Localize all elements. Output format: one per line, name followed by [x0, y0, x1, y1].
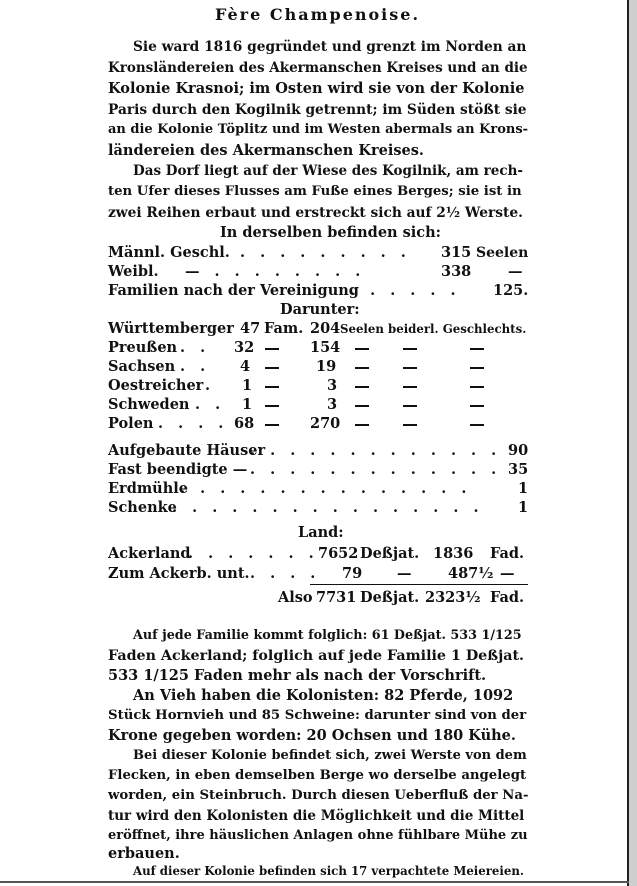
origin-souls: 3 [327, 377, 338, 394]
ditto-dash [265, 367, 279, 369]
land-label: Zum Ackerb. unt. [108, 565, 250, 582]
leader-dots: . . . . . . . . . . . . . . . . [172, 499, 484, 516]
land-unit: — [397, 565, 412, 582]
page-bottom-edge [0, 881, 629, 883]
ditto-dash [355, 424, 369, 426]
land-total-faden-unit: Fad. [490, 589, 525, 606]
origin-souls: 270 [310, 415, 341, 432]
leader-dots: . . . . . . . [188, 545, 319, 562]
origin-souls: 3 [327, 396, 338, 413]
building-value: 1 [518, 480, 529, 497]
land-total-dessjatinen: 7731 [316, 589, 357, 606]
origin-label: Schweden [108, 396, 190, 413]
leader-dots: . . . . . . . . . . . . . . . [180, 480, 472, 497]
ditto-dash [470, 405, 484, 407]
text-line: Kolonie Krasnoi; im Osten wird sie von der Kolonie [108, 80, 525, 97]
text-line: an die Kolonie Töplitz und im Westen abermals an Krons- [108, 122, 529, 137]
origin-souls: 19 [316, 358, 337, 375]
ditto-dash [470, 367, 484, 369]
text-line: eröffnet, ihre häuslichen Anlagen ohne fühlbare Mühe zu [108, 828, 528, 843]
origin-label: Oestreicher [108, 377, 204, 394]
ditto-dash [403, 386, 417, 388]
text-line: zwei Reihen erbaut und erstreckt sich auf 2½ Werste. [108, 205, 523, 221]
ditto-dash [355, 367, 369, 369]
land-faden: 487½ [448, 565, 494, 582]
building-label: Aufgebaute Häuser [108, 442, 266, 459]
leader-dots: . . . . . . . . . . . . . [250, 442, 502, 459]
ditto-dash [265, 348, 279, 350]
text-line: erbauen. [108, 845, 180, 862]
ditto-dash [265, 405, 279, 407]
origin-label: Polen [108, 415, 154, 432]
ditto-dash [403, 424, 417, 426]
origin-families: 1 [242, 396, 253, 413]
land-faden-unit: — [500, 565, 515, 582]
section-heading: In derselben befinden sich: [220, 224, 442, 241]
text-line: Auf dieser Kolonie befinden sich 17 verpachtete Meiereien. [133, 864, 524, 878]
population-value: 125. [493, 282, 529, 299]
page-title: Fère Champenoise. [215, 5, 421, 24]
land-faden: 1836 [433, 545, 474, 562]
origin-souls: 154 [310, 339, 341, 356]
origin-label: Preußen [108, 339, 178, 356]
ditto-dash [470, 348, 484, 350]
text-line: Auf jede Familie kommt folglich: 61 Deßjat. 533 1/125 [133, 628, 522, 643]
text-line: 533 1/125 Faden mehr als nach der Vorschrift. [108, 667, 487, 684]
land-label: Ackerland [108, 545, 191, 562]
ditto-dash [470, 386, 484, 388]
population-value: 315 [441, 244, 472, 261]
ditto-dash [403, 348, 417, 350]
leader-dots: . [205, 377, 216, 394]
ditto-dash [470, 424, 484, 426]
text-line: Bei dieser Kolonie befindet sich, zwei Werste von dem [133, 748, 527, 763]
origin-families: 1 [242, 377, 253, 394]
origin-families: 68 [234, 415, 255, 432]
leader-dots: — . . . . . . . . [185, 263, 366, 280]
leader-dots: . . . . [250, 565, 321, 582]
text-line: worden, ein Steinbruch. Durch diesen Ueberfluß der Na- [108, 788, 529, 803]
text-line: Kronsländereien des Akermanschen Kreises und an die [108, 60, 528, 76]
ditto-dash [355, 386, 369, 388]
ditto-dash [265, 424, 279, 426]
population-label: Weibl. [108, 263, 159, 280]
population-label: Familien nach der Vereinigung [108, 282, 359, 299]
origin-souls: 204 [310, 320, 341, 337]
building-label: Schenke [108, 499, 177, 516]
leader-dots: . . . . . . . . . [240, 244, 411, 261]
origin-families: 4 [240, 358, 251, 375]
population-value: 338 [441, 263, 472, 280]
building-label: Fast beendigte — [108, 461, 248, 478]
leader-dots: . . . . . . . . . . . . . [250, 461, 502, 478]
text-line: Krone gegeben worden: 20 Ochsen und 180 Kühe. [108, 727, 516, 744]
origin-souls-label: Seelen beiderl. Geschlechts. [340, 322, 527, 336]
origin-fam-unit: Fam. [264, 320, 304, 337]
origin-label: Sachsen [108, 358, 176, 375]
population-unit: Seelen [476, 245, 529, 261]
ditto-dash [355, 348, 369, 350]
text-line: Paris durch den Kogilnik getrennt; im Süden stößt sie [108, 102, 527, 118]
building-value: 90 [508, 442, 529, 459]
ditto-dash [355, 405, 369, 407]
land-dessjatinen: 79 [342, 565, 363, 582]
origin-families: 47 [240, 320, 261, 337]
sum-rule [310, 584, 528, 585]
population-unit: — [508, 263, 523, 280]
leader-dots: . . [195, 396, 226, 413]
population-label: Männl. Geschl. [108, 244, 230, 261]
section-heading: Land: [298, 524, 344, 541]
building-label: Erdmühle [108, 480, 188, 497]
origin-label: Württemberger [108, 320, 234, 337]
leader-dots: . . [180, 358, 211, 375]
land-total-prefix: Also [278, 589, 313, 606]
text-line: Sie ward 1816 gegründet und grenzt im Norden an [133, 39, 527, 55]
origin-families: 32 [234, 339, 255, 356]
land-dessjatinen: 7652 [318, 545, 359, 562]
land-total-faden: 2323½ [425, 589, 481, 606]
land-faden-unit: Fad. [490, 545, 525, 562]
page-shadow [629, 0, 637, 886]
land-total-unit: Deßjat. [360, 589, 420, 606]
text-line: Faden Ackerland; folglich auf jede Familie 1 Deßjat. [108, 648, 525, 664]
text-line: ländereien des Akermanschen Kreises. [108, 142, 424, 159]
leader-dots: . . . . [158, 415, 229, 432]
text-line: Das Dorf liegt auf der Wiese des Kogilnik, am rech- [133, 163, 523, 179]
text-line: An Vieh haben die Kolonisten: 82 Pferde, 1092 [133, 687, 514, 704]
building-value: 1 [518, 499, 529, 516]
leader-dots: . . [180, 339, 211, 356]
land-unit: Deßjat. [360, 545, 420, 562]
ditto-dash [265, 386, 279, 388]
ditto-dash [403, 405, 417, 407]
ditto-dash [403, 367, 417, 369]
building-value: 35 [508, 461, 529, 478]
text-line: Stück Hornvieh und 85 Schweine: darunter sind von der [108, 708, 527, 723]
text-line: Flecken, in eben demselben Berge wo derselbe angelegt [108, 768, 527, 783]
text-line: tur wird den Kolonisten die Möglichkeit und die Mittel [108, 808, 525, 824]
section-heading: Darunter: [280, 301, 360, 318]
leader-dots: . . . . . . [350, 282, 461, 299]
text-line: ten Ufer dieses Flusses am Fuße eines Berges; sie ist in [108, 184, 522, 199]
